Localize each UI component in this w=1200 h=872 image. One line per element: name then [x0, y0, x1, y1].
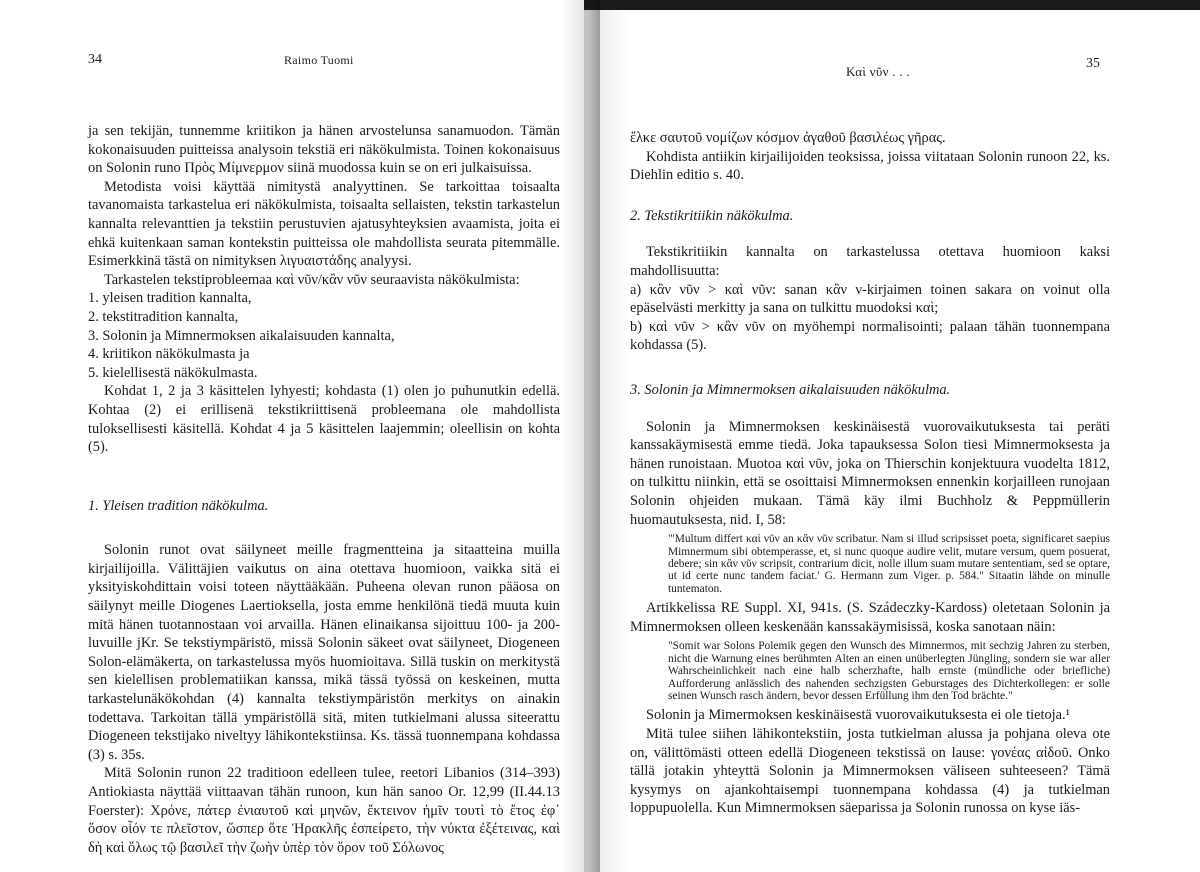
list-item: 1. yleisen tradition kannalta, — [88, 290, 252, 307]
paragraph: Kohdat 1, 2 ja 3 käsittelen lyhyesti; kohdasta (1) olen jo puhunutkin edellä. Kohtaa (2) ei erillisenä tekstikriittisenä probleemana ole mahdollista tuloksellisesti käsitellä. Kohdat 4 ja 5 käsittelen laajemmin; oleellisin on kohta (5). — [88, 383, 560, 456]
paragraph: Tarkastelen tekstiprobleemaa καὶ νῦν/κἂν νῦν seuraavista näkökulmista: — [104, 271, 520, 288]
list-item: 4. kriitikon näkökulmasta ja — [88, 346, 250, 363]
section-heading: 1. Yleisen tradition näkökulma. — [88, 497, 269, 514]
paragraph: Solonin ja Mimermoksen keskinäisestä vuorovaikutuksesta ei ole tietoja.¹ — [646, 707, 1070, 724]
list-item: 5. kielellisestä näkökulmasta. — [88, 364, 258, 381]
section-heading: 2. Tekstikritiikin näkökulma. — [630, 207, 794, 224]
paragraph: Mitä Solonin runon 22 traditioon edelleen tulee, reetori Libanios (314–393) Antiokiasta näyttää viittaavan tähän runoon, kun hän sanoo Or. 12,99 (II.44.13 Foerster): Χρόνε, πάτερ ἐνιαυτοῦ καὶ μηνῶν, ἔκτεινον ἡμῖν τουτὶ τὸ ἔτος ἐφ᾽ ὅσον οἷόν τε πλεῖστον, ὥσπερ ὅτε Ἡρακλῆς ἐσπείρετο, τὴν νύκτα ἐξέτεινας, καὶ δὴ καὶ ὅλως τῷ βασιλεῖ τὴν ζωὴν ὑπὲρ τὸν ὅρον τοῦ Σόλωνος — [88, 765, 560, 856]
page-number-left: 34 — [88, 52, 102, 67]
paragraph: Mitä tulee siihen lähikontekstiin, josta tutkielman alussa ja pohjana oleva ote on, välittömästi otteen edellä Diogeneen tekstissä on lause: γονέας αἰδοῦ. Onko tällä jotakin yhteyttä Solonin ja Mimnermoksen väliseen suhteeseen? Tämä kysymys on ajankohtaisempi tuonnempana kohdassa (4) ja tutkielman loppupuolella. Kun Mimnermoksen säeparissa ja Solonin runossa on kyse iäs- — [630, 725, 1110, 817]
right-page — [584, 0, 1200, 872]
paragraph: Solonin runot ovat säilyneet meille fragmentteina ja sitaatteina muilla kirjailijoilla. Välittäjien vaikutus on aina otettava huomioon, vaikka sitä ei yksityiskohdittain voisi toteen näyttääkään. Puheena olevan runon pääosa on säilynyt meille Diogenes Laertioksella, josta emme henkilönä tiedä muuta kuin mitä hänen tuotannostaan voi arvailla. Hänen elinaikansa sijoittuu 100- ja 200-luvuille jKr. Se tekstiympäristö, missä Solonin säkeet ovat säilyneet, Diogeneen Solon-elämäkerta, on tarkastelussa myös huomioitava. Sillä tuskin on merkitystä sen kielellisen problematiikan kanssa, mikä tässä työssä on keskeinen, mutta tarkastelunäkökohdan (4) kannalta tekstiympäristön merkitys on ainakin todettava. Tarkoitan tällä ympäristöllä sitä, miten tutkielmani alussa siteerattu Diogeneen tekstijako niveltyy lähikontekstiinsa. Ks. tässä tuonnempana kohdassa (3) s. 35s. — [88, 542, 560, 763]
left-text-column — [88, 122, 560, 857]
scan-edge — [584, 0, 1200, 10]
paragraph: ἕλκε σαυτοῦ νομίζων κόσμον ἀγαθοῦ βασιλέως γῆρας. — [630, 130, 946, 146]
running-head-right: Καὶ νῦν . . . — [846, 64, 911, 79]
list-item: 2. tekstitradition kannalta, — [88, 308, 239, 325]
paragraph: ja sen tekijän, tunnemme kriitikon ja hänen arvostelunsa sanamuodon. Tämän kokonaisuuden puitteissa analysoin tekstiä eri näkökulmista. Toinen kokonaisuus on Solonin runo Πρὸς Μίμνερμον siinä muodossa kuin se on eri julkaisuissa. — [88, 123, 560, 177]
paragraph: Tekstikritiikin kannalta on tarkastelussa otettava huomioon kaksi mahdollisuutta: — [630, 244, 1110, 279]
page-number-right: 35 — [1086, 56, 1100, 71]
paragraph: Metodista voisi käyttää nimitystä analyyttinen. Se tarkoittaa toisaalta tavanomaista tarkastelua eri näkökulmista, toisaalta sellaisten, tekstin tarkastelun kannalta relevanttien ja tekstiin perustuvien ajatusyhteyksien avaamista, joita ei ehkä kuitenkaan saman kontekstin puitteissa ole mahdollista seurata pitemmälle. Esimerkkinä tästä on nimityksen λιγυαιστάδης analyysi. — [88, 178, 560, 270]
right-text-column — [630, 129, 1110, 818]
list-item: 3. Solonin ja Mimnermoksen aikalaisuuden kannalta, — [88, 327, 395, 344]
paragraph: b) καὶ νῦν > κἂν νῦν on myöhempi normalisointi; palaan tähän tuonnempana kohdassa (5). — [630, 318, 1110, 354]
running-head-left: Raimo Tuomi — [284, 53, 354, 67]
block-quote: "'Multum differt καὶ νῦν an κἂν νῦν scribatur. Nam si illud scripsisset poeta, significaret saepius Mimnermum sibi obtemperasse, et, si nunc quoque audire velit, mutare versum, quem posuerat, debere; sin κἂν νῦν scripsit, contrarium dicit, nolle illum suam mutare sententiam, sed se optare, ut id certe nunc tandem faciat.' G. Hermann zum Viger. p. 584." Sitaatin lähde on minulle tuntematon. — [668, 533, 1110, 595]
paragraph: a) κἂν νῦν > καὶ νῦν: sanan κἂν ν-kirjaimen toinen sakara on voinut olla epäselvästi merkitty ja sana on tulkittu muodoksi καὶ; — [630, 281, 1110, 317]
paragraph: Artikkelissa RE Suppl. XI, 941s. (S. Szádeczky-Kardoss) oletetaan Solonin ja Mimnermoksen olleen keskenään kanssakäymisissä, koska sanotaan näin: — [630, 600, 1110, 635]
block-quote: "Somit war Solons Polemik gegen den Wunsch des Mimnermos, mit sechzig Jahren zu sterben, nicht die Warnung eines berühmten Alten an einen unüberlegten Jüngling, sondern sie war aller Wahrscheinlichkeit nach eine halb scherzhafte, halb ernste (mündliche oder briefliche) Aufforderung anlässlich des nahenden sechzigsten Geburstages des Dichterkollegen: er solle seinen Wunsch rasch ändern, bevor dessen Erfüllung ihm den Tod brächte." — [668, 640, 1110, 702]
book-gutter — [560, 0, 600, 872]
paragraph: Kohdista antiikin kirjailijoiden teoksissa, joissa viitataan Solonin runoon 22, ks. Diehlin editio s. 40. — [630, 148, 1110, 184]
section-heading: 3. Solonin ja Mimnermoksen aikalaisuuden näkökulma. — [630, 381, 951, 398]
left-page — [0, 0, 590, 872]
paragraph: Solonin ja Mimnermoksen keskinäisestä vuorovaikutuksesta tai peräti kanssakäymisestä emme tiedä. Joka tapauksessa Solon tiesi Mimnermoksesta ja hänen runoistaan. Muotoa καὶ νῦν, joka on Thierschin konjektuura vuodelta 1812, on tulkittu niinkin, että se osoittaisi Mimnermoksen ennenkin korjailleen runojaan Solonin ohjeiden mukaan. Tämä käy ilmi Buchholz & Peppmüllerin huomautuksesta, nid. I, 58: — [630, 418, 1110, 528]
